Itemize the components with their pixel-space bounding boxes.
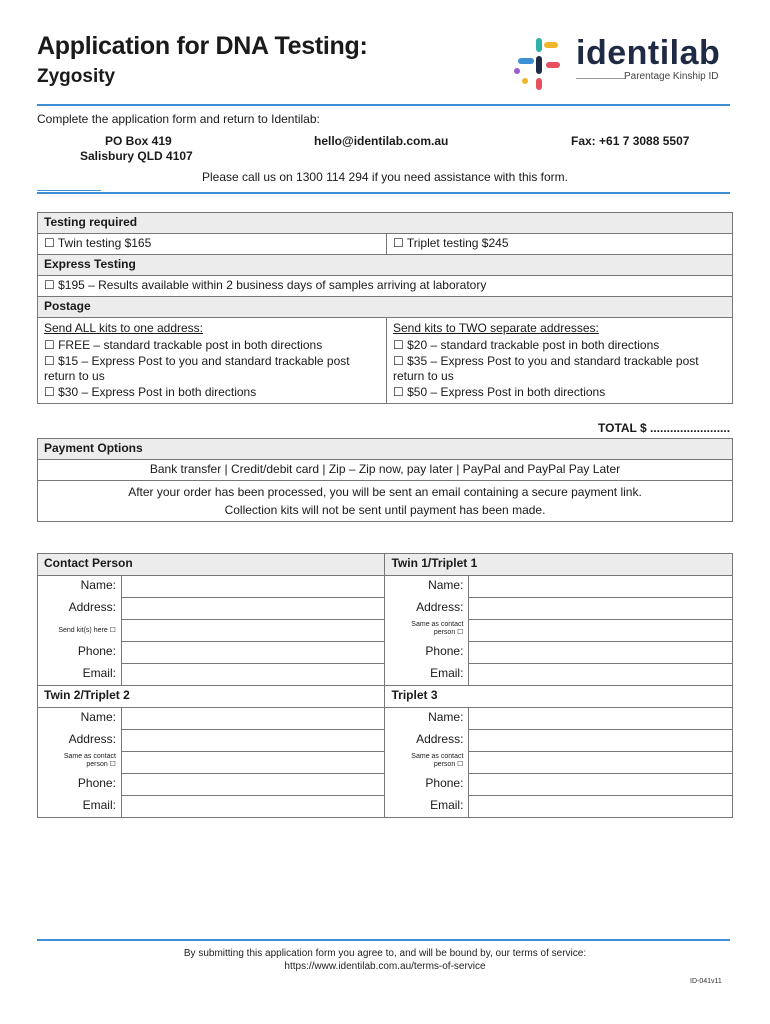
twin2-phone-label: Phone: (38, 774, 122, 796)
twin1-name-field[interactable] (469, 576, 733, 598)
logo-rule (576, 78, 626, 79)
contact-address-label: Address: (38, 598, 122, 620)
intro-divider (37, 192, 730, 194)
twin2-address-label: Address: (38, 730, 122, 752)
twin1-same-as-contact[interactable] (385, 620, 469, 642)
same-as-contact-checkbox[interactable]: person ☐ (433, 628, 464, 636)
payment-methods: Bank transfer | Credit/debit card | Zip – Zip now, pay later | PayPal and PayPal Pay Later (38, 460, 733, 481)
payment-note-line1: After your order has been processed, you will be sent an email containing a secure payment link. (128, 485, 642, 499)
express-heading: Express Testing (38, 255, 733, 276)
fax-number: Fax: +61 7 3088 5507 (571, 134, 690, 148)
twin2-address-field-2[interactable] (121, 752, 385, 774)
send-kits-here-checkbox[interactable]: Send kit(s) here ☐ (38, 620, 122, 642)
instruction-text: Complete the application form and return to Identilab: (37, 112, 320, 126)
postage-option-35[interactable]: ☐ $35 – Express Post to you and standard trackable post return to us (393, 354, 699, 383)
logo-wordmark: identilab (576, 34, 721, 72)
twin1-heading: Twin 1/Triplet 1 (385, 554, 733, 576)
triplet3-heading: Triplet 3 (385, 686, 733, 708)
twin1-address-label: Address: (385, 598, 469, 620)
contact-email-label: Email: (38, 664, 122, 686)
twin2-heading: Twin 2/Triplet 2 (38, 686, 385, 708)
twin1-address-field[interactable] (469, 598, 733, 620)
twin-testing-option[interactable]: ☐ Twin testing $165 (38, 234, 387, 255)
twin2-same-as-contact[interactable] (38, 752, 122, 774)
triplet3-phone-label: Phone: (385, 774, 469, 796)
twin2-name-label: Name: (38, 708, 122, 730)
twin1-name-label: Name: (385, 576, 469, 598)
twin1-phone-label: Phone: (385, 642, 469, 664)
triplet3-name-label: Name: (385, 708, 469, 730)
same-as-contact-text: Same as contact (411, 752, 464, 760)
testing-heading: Testing required (38, 213, 733, 234)
postage-option-free[interactable]: ☐ FREE – standard trackable post in both directions (44, 338, 323, 352)
contact-phone-field[interactable] (121, 642, 385, 664)
same-as-contact-checkbox[interactable]: person ☐ (86, 760, 116, 768)
twin2-email-field[interactable] (121, 796, 385, 818)
page-subtitle: Zygosity (37, 66, 116, 87)
contact-address-field-2[interactable] (121, 620, 385, 642)
triplet3-email-label: Email: (385, 796, 469, 818)
same-as-contact-text: Same as contact (411, 620, 464, 628)
identilab-logo (514, 34, 734, 90)
postage-option-30[interactable]: ☐ $30 – Express Post in both directions (44, 385, 257, 399)
twin2-email-label: Email: (38, 796, 122, 818)
triplet3-name-field[interactable] (469, 708, 733, 730)
logo-mark-icon (514, 38, 570, 90)
payment-table (37, 438, 733, 522)
suburb: Salisbury QLD 4107 (80, 149, 193, 163)
same-as-contact-checkbox[interactable]: person ☐ (433, 760, 464, 768)
terms-link[interactable]: https://www.identilab.com.au/terms-of-service (284, 961, 486, 972)
twin1-email-field[interactable] (469, 664, 733, 686)
assistance-text: Please call us on 1300 114 294 if you need assistance with this form. (202, 170, 568, 184)
contact-person-heading: Contact Person (38, 554, 385, 576)
contact-email-field[interactable] (121, 664, 385, 686)
contact-name-field[interactable] (121, 576, 385, 598)
payment-note (38, 481, 733, 522)
document-id: ID-041v11 (690, 978, 722, 985)
payment-note-line2: Collection kits will not be sent until payment has been made. (224, 503, 546, 517)
postage-heading: Postage (38, 297, 733, 318)
logo-tagline: Parentage Kinship ID (624, 71, 719, 82)
one-address-heading: Send ALL kits to one address: (44, 321, 203, 335)
contact-address-field[interactable] (121, 598, 385, 620)
twin2-phone-field[interactable] (121, 774, 385, 796)
two-address-heading: Send kits to TWO separate addresses: (393, 321, 599, 335)
twin1-address-field-2[interactable] (469, 620, 733, 642)
footer-divider (37, 939, 730, 941)
triplet3-phone-field[interactable] (469, 774, 733, 796)
payment-heading: Payment Options (38, 439, 733, 460)
twin2-address-field[interactable] (121, 730, 385, 752)
triplet3-same-as-contact[interactable] (385, 752, 469, 774)
contact-table (37, 553, 733, 818)
twin1-email-label: Email: (385, 664, 469, 686)
express-option[interactable]: ☐ $195 – Results available within 2 business days of samples arriving at laboratory (38, 276, 733, 297)
triplet3-address-field-2[interactable] (469, 752, 733, 774)
page-title: Application for DNA Testing: (37, 32, 368, 60)
header-divider (37, 104, 730, 106)
intro-short-rule (37, 190, 101, 191)
postage-option-50[interactable]: ☐ $50 – Express Post in both directions (393, 385, 606, 399)
testing-table (37, 212, 733, 404)
total-field[interactable]: TOTAL $ ........................ (598, 421, 731, 435)
triplet3-email-field[interactable] (469, 796, 733, 818)
twin2-name-field[interactable] (121, 708, 385, 730)
po-box: PO Box 419 (105, 134, 172, 148)
twin1-phone-field[interactable] (469, 642, 733, 664)
one-address-cell (38, 318, 387, 404)
postage-option-20[interactable]: ☐ $20 – standard trackable post in both directions (393, 338, 660, 352)
contact-phone-label: Phone: (38, 642, 122, 664)
triplet-testing-option[interactable]: ☐ Triplet testing $245 (387, 234, 733, 255)
terms-text: By submitting this application form you agree to, and will be bound by, our terms of service: (183, 948, 587, 959)
two-address-cell (387, 318, 733, 404)
contact-email: hello@identilab.com.au (314, 134, 449, 148)
triplet3-address-field[interactable] (469, 730, 733, 752)
same-as-contact-text: Same as contact (63, 752, 116, 760)
triplet3-address-label: Address: (385, 730, 469, 752)
postage-option-15[interactable]: ☐ $15 – Express Post to you and standard trackable post return to us (44, 354, 350, 383)
contact-name-label: Name: (38, 576, 122, 598)
